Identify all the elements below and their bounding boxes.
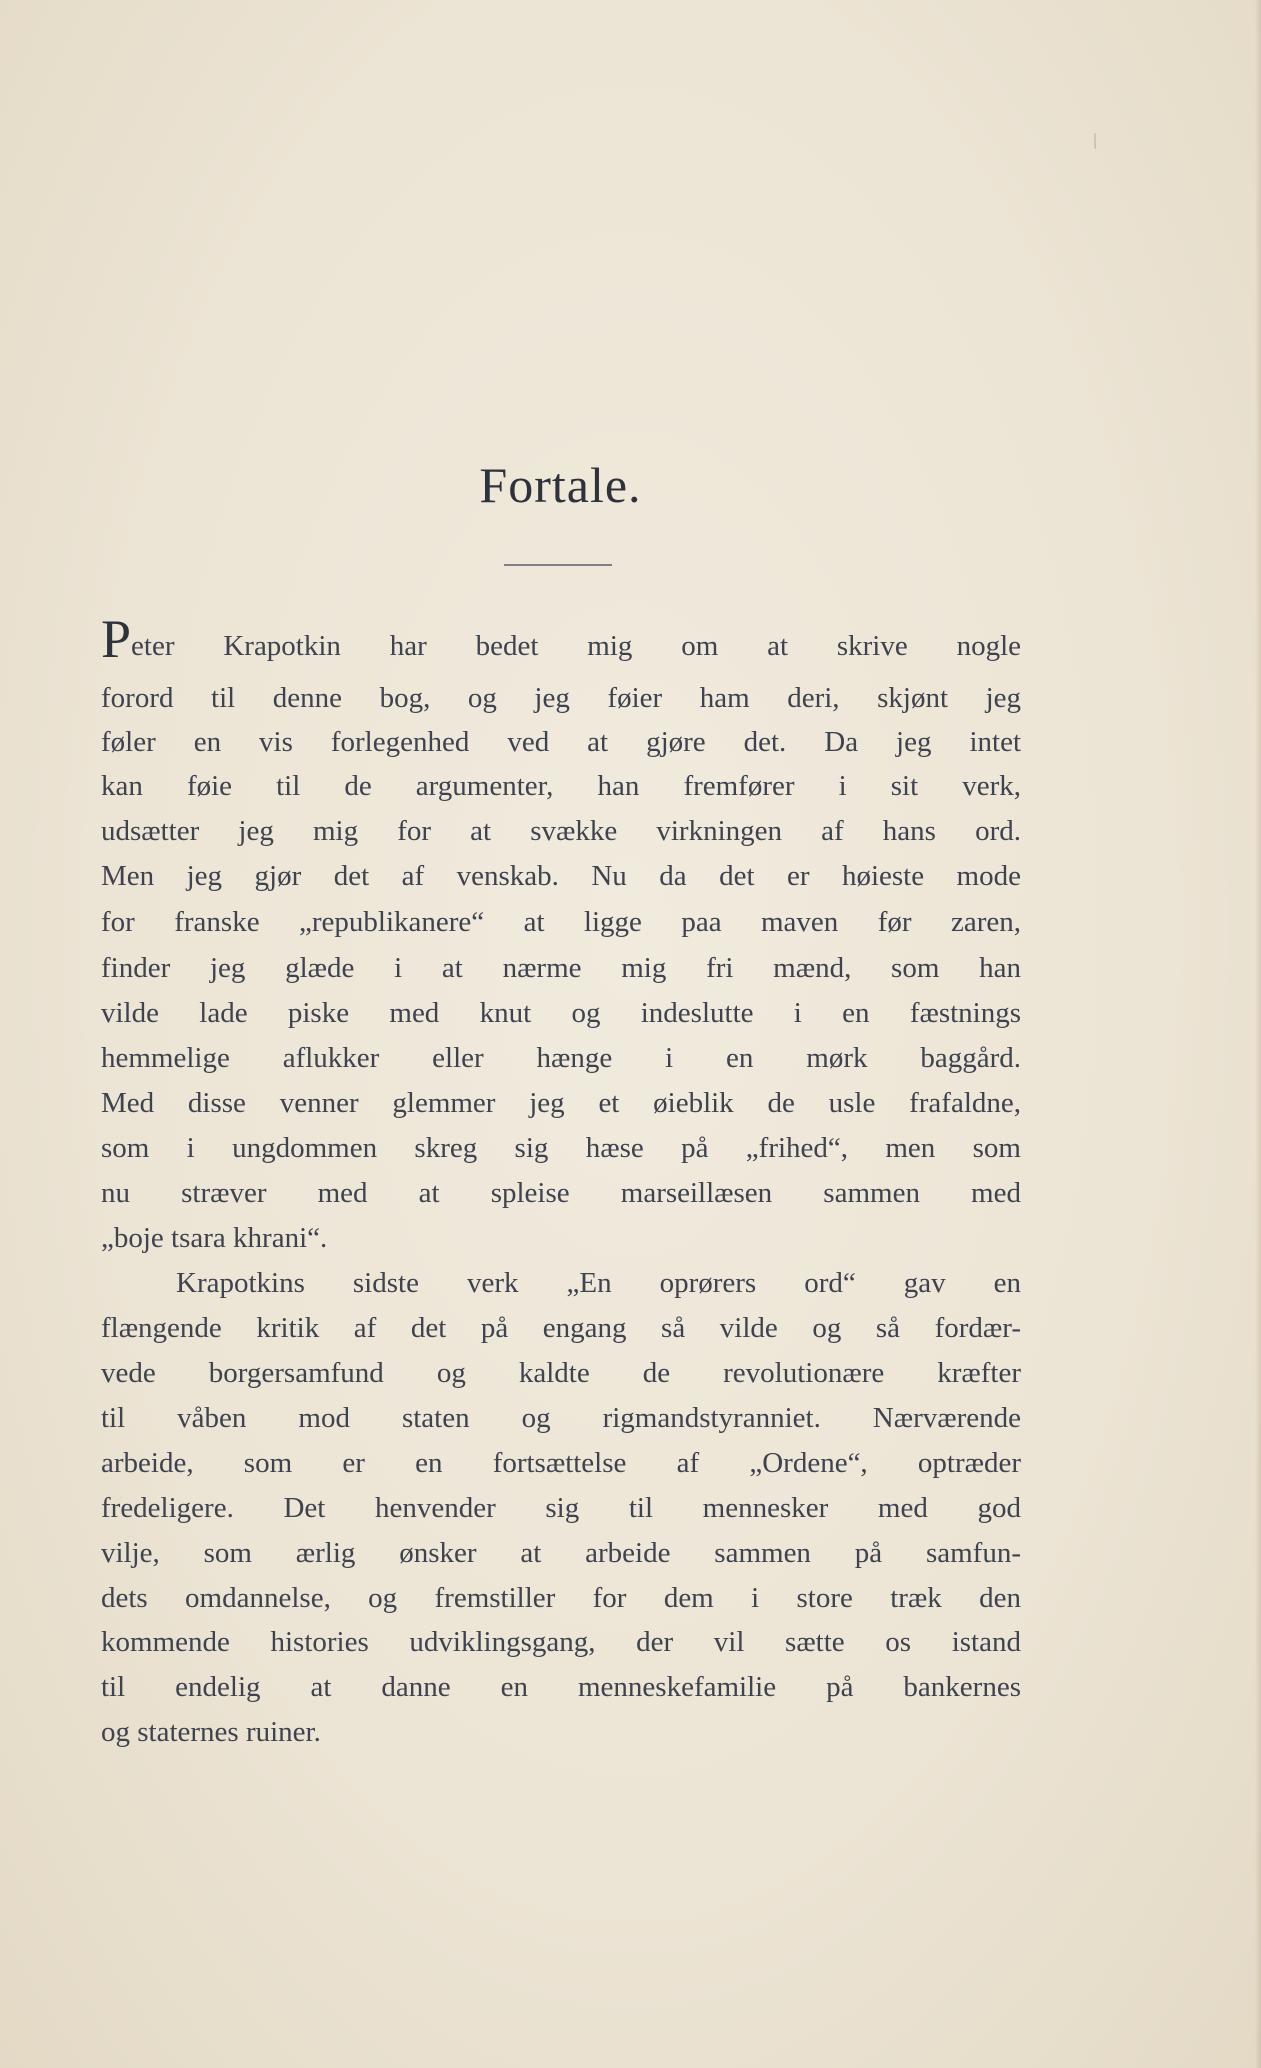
text-line-16: flængende kritik af det på engang så vilde og så fordær- [101,1312,1021,1344]
text-line-4: kan føie til de argumenter, han fremfører i sit verk, [101,770,1021,802]
title-divider [504,564,612,566]
text-line-5: udsætter jeg mig for at svække virkningen af hans ord. [101,815,1021,847]
text-line-25: og staternes ruiner. [101,1716,321,1748]
text-line-21: vilje, som ærlig ønsker at arbeide sammen på samfun- [101,1537,1021,1569]
drop-cap: P [101,609,132,669]
text-line-1-body: eter Krapotkin har bedet mig om at skrive nogle [131,630,1021,662]
text-line-7: for franske „republikanere“ at ligge paa maven før zaren, [101,906,1021,938]
page-title: Fortale. [479,457,642,513]
text-line-24: til endelig at danne en menneskefamilie på bankernes [101,1671,1021,1703]
text-line-8: finder jeg glæde i at nærme mig fri mænd, som han [101,952,1021,984]
text-line-1 [101,609,1021,669]
text-line-22: dets omdannelse, og fremstiller for dem i store træk den [101,1582,1021,1614]
text-line-20: fredeligere. Det henvender sig til mennesker med god [101,1492,1021,1524]
text-line-12: som i ungdommen skreg sig hæse på „frihed“, men som [101,1132,1021,1164]
text-line-6: Men jeg gjør det af venskab. Nu da det er høieste mode [101,860,1021,892]
text-line-3: føler en vis forlegenhed ved at gjøre det. Da jeg intet [101,726,1021,758]
page-edge-shadow [1255,0,1261,2068]
text-line-9: vilde lade piske med knut og indeslutte i en fæstnings [101,997,1021,1029]
text-line-15: Krapotkins sidste verk „En oprørers ord“ gav en [176,1267,1021,1299]
text-line-14: „boje tsara khrani“. [101,1222,328,1254]
text-line-11: Med disse venner glemmer jeg et øieblik de usle frafaldne, [101,1087,1021,1119]
text-line-18: til våben mod staten og rigmandstyranniet. Nærværende [101,1402,1021,1434]
text-line-13: nu stræver med at spleise marseillæsen sammen med [101,1177,1021,1209]
text-line-2: forord til denne bog, og jeg føier ham deri, skjønt jeg [101,682,1021,714]
text-line-10: hemmelige aflukker eller hænge i en mørk baggård. [101,1042,1021,1074]
text-line-19: arbeide, som er en fortsættelse af „Ordene“, optræder [101,1447,1021,1479]
text-line-17: vede borgersamfund og kaldte de revolutionære kræfter [101,1357,1021,1389]
text-line-23: kommende histories udviklingsgang, der vil sætte os istand [101,1626,1021,1658]
pencil-mark: / [1087,127,1103,154]
